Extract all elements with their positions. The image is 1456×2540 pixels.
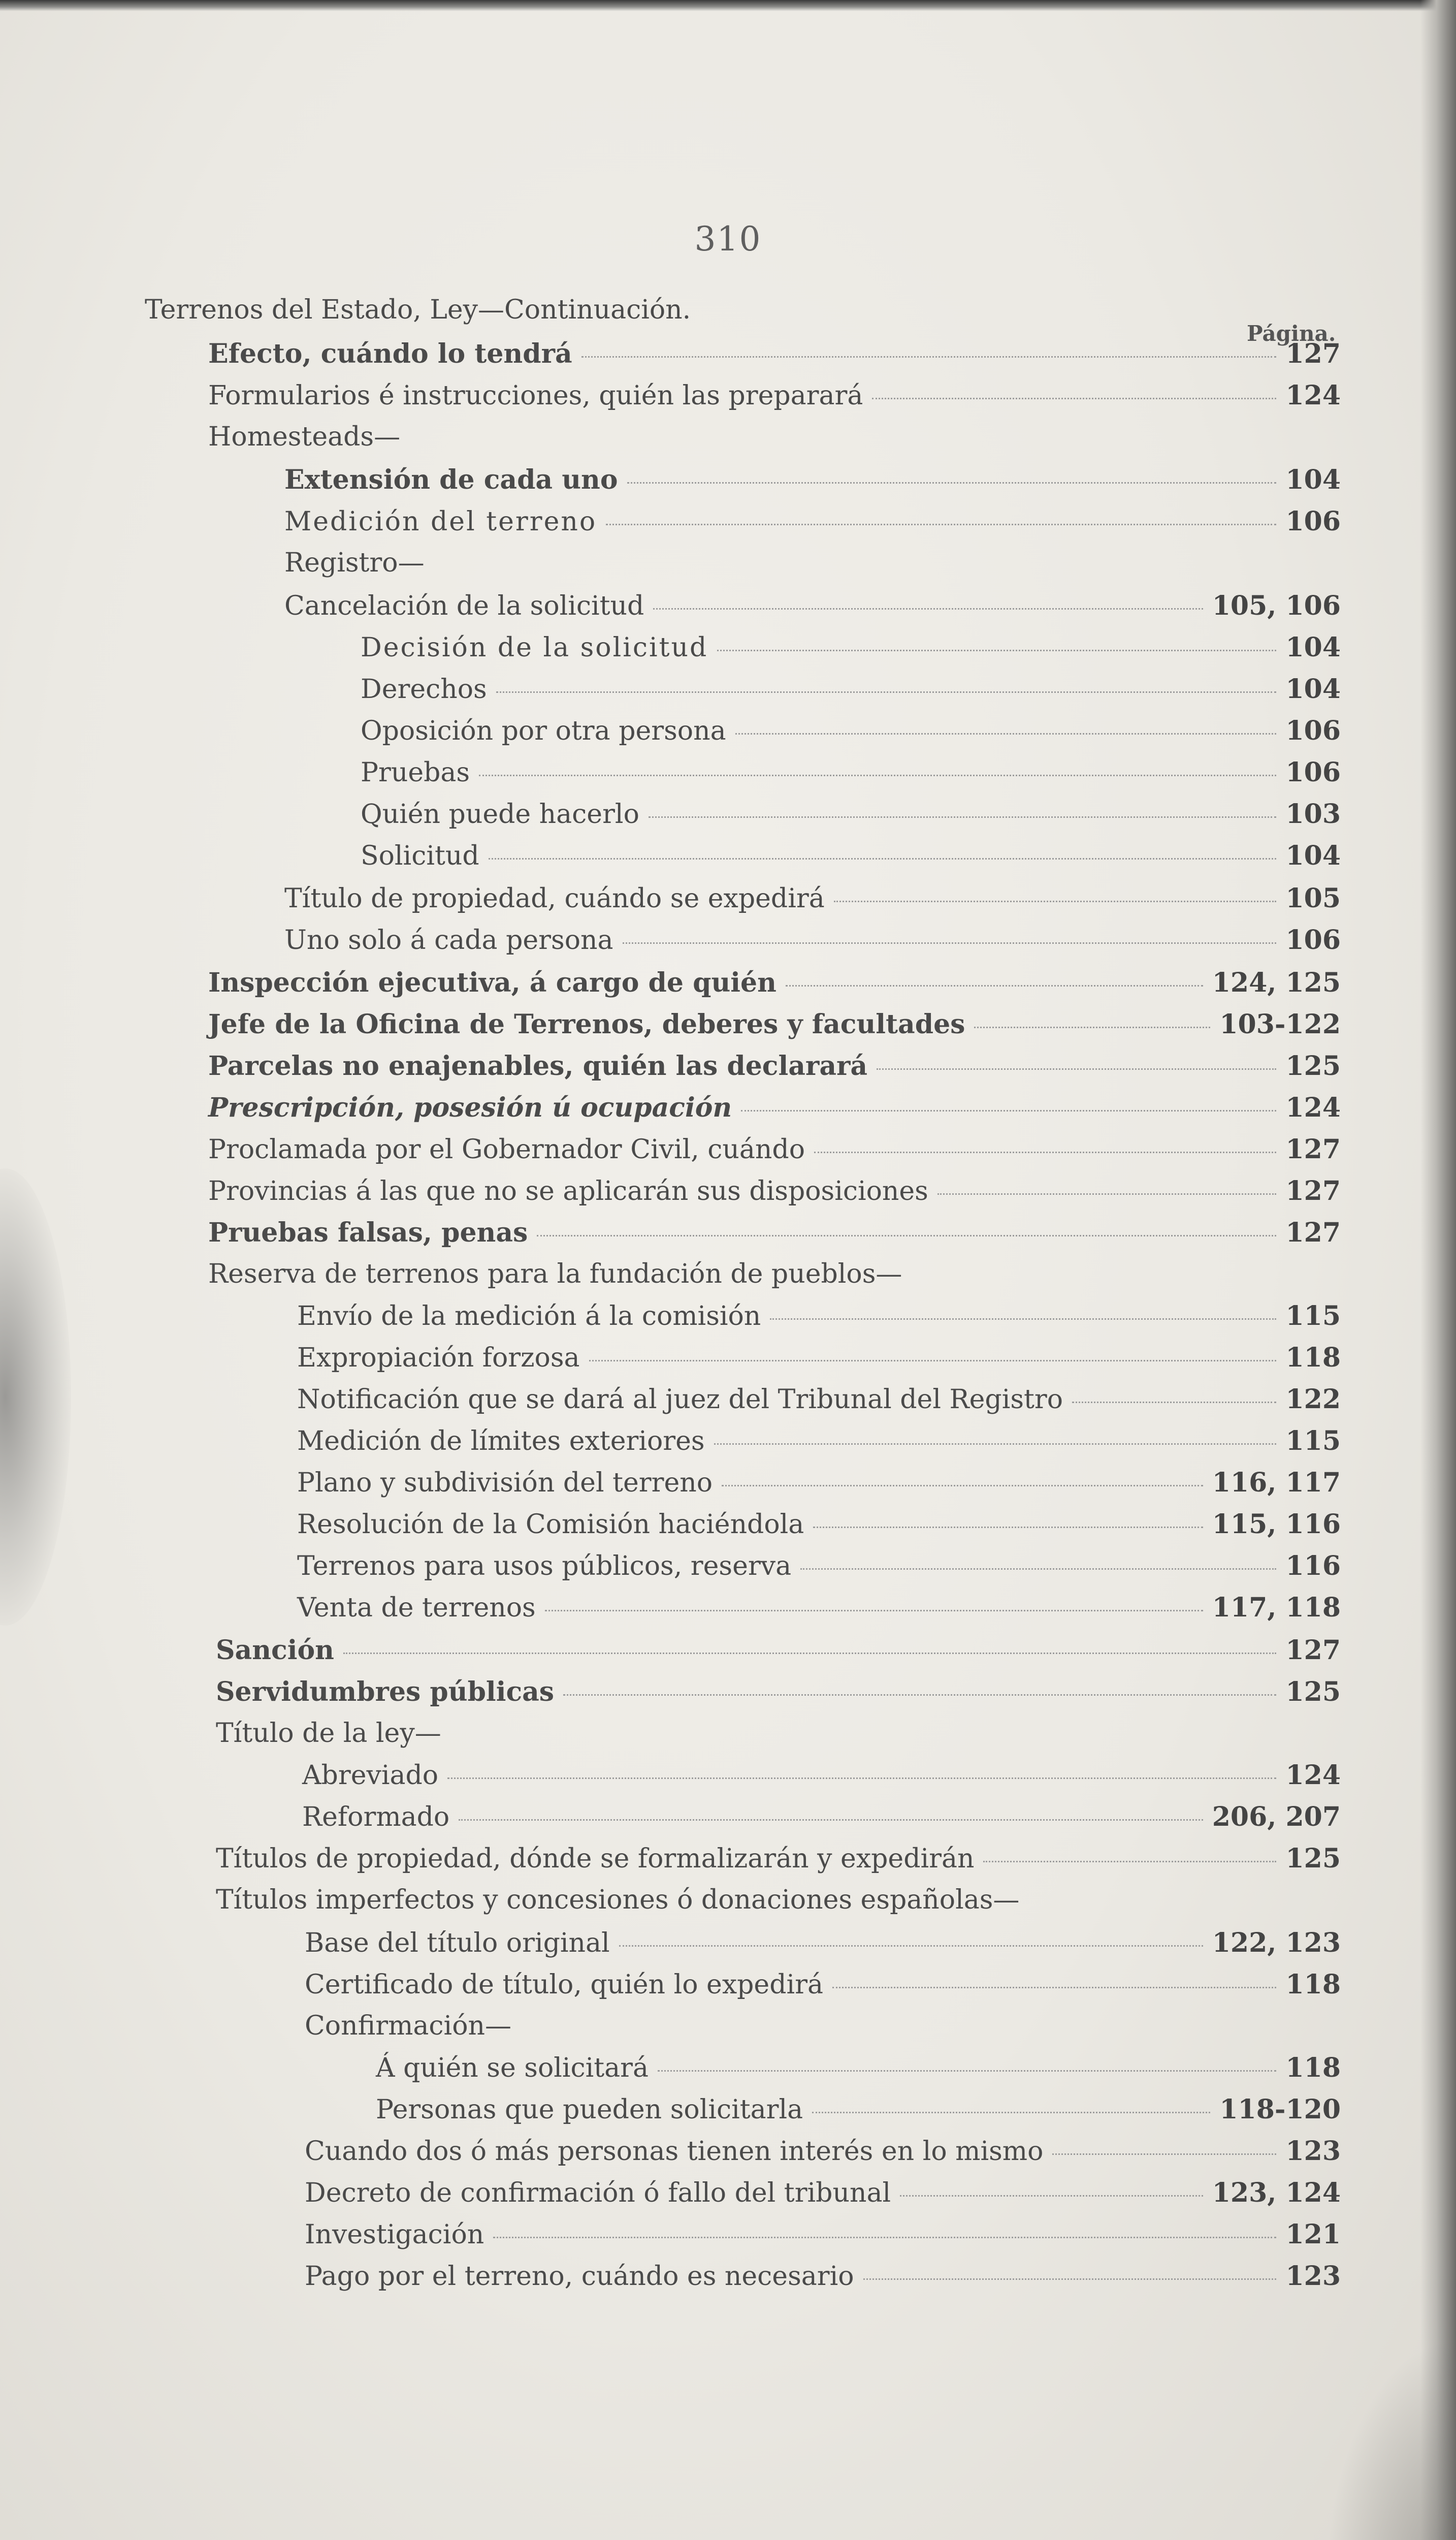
index-entry: Título de propiedad, cuándo se expedirá 105 <box>284 883 1341 914</box>
index-entry: Base del título original 122, 123 <box>305 1927 1341 1958</box>
index-entry: Decreto de confirmación ó fallo del tribunal 123, 124 <box>305 2177 1341 2208</box>
index-entry: Pruebas falsas, penas 127 <box>208 1217 1341 1248</box>
index-entry: Servidumbres públicas 125 <box>216 1676 1341 1707</box>
index-entry: Plano y subdivisión del terreno 116, 117 <box>297 1467 1341 1498</box>
index-entry: Efecto, cuándo lo tendrá 127 <box>208 338 1341 369</box>
index-entry: Jefe de la Oficina de Terrenos, deberes y facultades 103-122 <box>208 1009 1341 1040</box>
index-entry: Expropiación forzosa 118 <box>297 1342 1341 1373</box>
index-entry: Notificación que se dará al juez del Tribunal del Registro 122 <box>297 1384 1341 1415</box>
index-entry: Pago por el terreno, cuándo es necesario 123 <box>305 2261 1341 2292</box>
index-entry: Venta de terrenos 117, 118 <box>297 1592 1341 1623</box>
index-entry: Certificado de título, quién lo expedirá 118 <box>305 1969 1341 2000</box>
index-entry: Cuando dos ó más personas tienen interés en lo mismo 123 <box>305 2136 1341 2167</box>
index-entry: Oposición por otra persona 106 <box>361 715 1341 746</box>
index-entry: Reserva de terrenos para la fundación de pueblos— <box>208 1259 902 1289</box>
index-entry: Sanción 127 <box>216 1635 1341 1666</box>
page-column-label: Página. <box>1247 321 1336 346</box>
index-entry: Uno solo á cada persona 106 <box>284 925 1341 956</box>
section-title: Terrenos del Estado, Ley—Continuación. <box>145 295 691 325</box>
index-entry: Solicitud 104 <box>361 840 1341 871</box>
index-entry: Homesteads— <box>208 422 401 452</box>
index-entry: Pruebas 106 <box>361 757 1341 788</box>
index-entry: Prescripción, posesión ú ocupación 124 <box>208 1092 1341 1123</box>
index-entry: Inspección ejecutiva, á cargo de quién 124, 125 <box>208 967 1341 998</box>
index-entry: Reformado 206, 207 <box>302 1801 1341 1832</box>
index-entry: Cancelación de la solicitud 105, 106 <box>284 590 1341 621</box>
index-entry: Provincias á las que no se aplicarán sus disposiciones 127 <box>208 1176 1341 1206</box>
index-entry: Formularios é instrucciones, quién las preparará 124 <box>208 380 1341 411</box>
index-entry: Envío de la medición á la comisión 115 <box>297 1300 1341 1331</box>
index-entry: Parcelas no enajenables, quién las declarará 125 <box>208 1051 1341 1082</box>
index-entry: Investigación 121 <box>305 2219 1341 2250</box>
index-entry: Abreviado 124 <box>302 1760 1341 1791</box>
index-entry: Personas que pueden solicitarla 118-120 <box>376 2094 1341 2125</box>
index-entry: Medición de límites exteriores 115 <box>297 1425 1341 1456</box>
index-entry: Terrenos para usos públicos, reserva 116 <box>297 1550 1341 1581</box>
index-entry: Decisión de la solicitud 104 <box>361 632 1341 663</box>
index-entry: Proclamada por el Gobernador Civil, cuándo 127 <box>208 1134 1341 1165</box>
index-entry: Títulos de propiedad, dónde se formalizarán y expedirán 125 <box>216 1843 1341 1874</box>
index-entry: Extensión de cada uno 104 <box>284 464 1341 495</box>
index-entry: Medición del terreno 106 <box>284 506 1341 537</box>
index-entry: Títulos imperfectos y concesiones ó donaciones españolas— <box>216 1885 1020 1915</box>
index-entry: Título de la ley— <box>216 1718 441 1749</box>
index-entry: Derechos 104 <box>361 674 1341 705</box>
index-entry: Á quién se solicitará 118 <box>376 2052 1341 2083</box>
page-number: 310 <box>694 219 762 259</box>
index-entry: Resolución de la Comisión haciéndola 115, 116 <box>297 1509 1341 1540</box>
index-entry: Confirmación— <box>305 2011 511 2041</box>
index-entry: Quién puede hacerlo 103 <box>361 799 1341 830</box>
index-entry: Registro— <box>284 548 425 578</box>
